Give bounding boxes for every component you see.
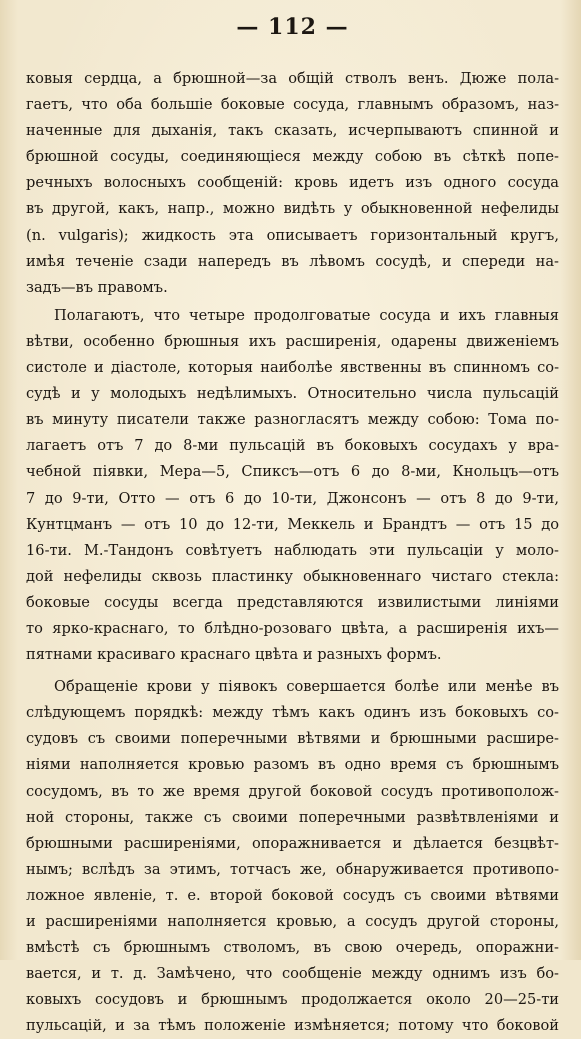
- text-line: пятнами красиваго краснаго цвѣта и разныхъ формъ.: [26, 646, 442, 664]
- text-line: вается, и т. д. Замѣчено, что сообщеніе между однимъ изъ бо-: [26, 965, 559, 983]
- text-line: пульсацій, и за тѣмъ положеніе измѣняется; потому что боковой: [26, 1017, 559, 1035]
- paragraph-1: [26, 66, 559, 301]
- text-line: чебной піявки, Мера—5, Спиксъ—отъ 6 до 8-ми, Кнольцъ—отъ: [26, 463, 559, 481]
- text-line: (n. vulgaris); жидкость эта описываетъ горизонтальный кругъ,: [26, 226, 559, 244]
- text-line: нымъ; вслѣдъ за этимъ, тотчасъ же, обнаруживается противопо-: [26, 860, 559, 878]
- text-line: сосудомъ, въ то же время другой боковой сосудъ противополож-: [26, 782, 559, 800]
- text-line: судѣ и у молодыхъ недѣлимыхъ. Относительно числа пульсацій: [26, 385, 559, 403]
- text-line: въ другой, какъ, напр., можно видѣть у обыкновенной нефелиды: [26, 200, 559, 218]
- text-line: слѣдующемъ порядкѣ: между тѣмъ какъ одинъ изъ боковыхъ со-: [26, 704, 559, 722]
- text-line: речныхъ волосныхъ сообщеній: кровь идетъ изъ одного сосуда: [26, 174, 559, 192]
- text-line: наченные для дыханія, такъ сказать, исчерпываютъ спинной и: [26, 122, 559, 140]
- text-line: и расширеніями наполняется кровью, а сосудъ другой стороны,: [26, 913, 559, 930]
- text-line: ковыя сердца, а брюшной—за общій стволъ венъ. Дюже пола-: [26, 70, 559, 87]
- text-line: ной стороны, также съ своими поперечными развѣтвленіями и: [26, 808, 559, 826]
- text-line: лагаетъ отъ 7 до 8-ми пульсацій въ боковыхъ сосудахъ у вра-: [26, 437, 559, 455]
- page-number: — 112 —: [236, 14, 349, 40]
- text-line: 16-ти. М.-Тандонъ совѣтуетъ наблюдать эти пульсаціи у моло-: [26, 541, 559, 559]
- text-line: въ минуту писатели также разногласятъ между собою: Тома по-: [26, 411, 559, 429]
- text-line: ніями наполняется кровью разомъ въ одно время съ брюшнымъ: [26, 756, 559, 774]
- text-line: гаетъ, что оба большіе боковые сосуда, главнымъ образомъ, наз-: [26, 96, 559, 114]
- text-line: судовъ съ своими поперечными вѣтвями и брюшными расшире-: [26, 730, 559, 748]
- text-line: Обращеніе крови у піявокъ совершается болѣе или менѣе въ: [54, 678, 559, 696]
- paragraph-2: [26, 303, 559, 668]
- text-line: боковые сосуды всегда представляются извилистыми линіями: [26, 593, 559, 611]
- text-line: вѣтви, особенно брюшныя ихъ расширенія, одарены движеніемъ: [26, 332, 559, 350]
- text-line: дой нефелиды сквозь пластинку обыкновеннаго чистаго стекла:: [26, 567, 559, 585]
- text-line: вмѣстѣ съ брюшнымъ стволомъ, въ свою очередь, опоражни-: [26, 939, 559, 957]
- text-line: то ярко-краснаго, то блѣдно-розоваго цвѣта, а расширенія ихъ—: [26, 619, 559, 637]
- text-line: Полагаютъ, что четыре продолговатые сосуда и ихъ главныя: [54, 306, 559, 324]
- text-line: 7 до 9-ти, Отто — отъ 6 до 10-ти, Джонсонъ — отъ 8 до 9-ти,: [26, 489, 559, 507]
- text-line: задъ—въ правомъ.: [26, 278, 168, 296]
- text-line: систоле и діастоле, которыя наиболѣе явственны въ спинномъ со-: [26, 359, 559, 377]
- text-line: Кунтцманъ — отъ 10 до 12-ти, Меккель и Брандтъ — отъ 15 до: [26, 515, 559, 533]
- paragraph-3: [26, 674, 559, 1039]
- text-line: брюшными расширеніями, опоражнивается и дѣлается безцвѣт-: [26, 834, 559, 852]
- text-line: ковыхъ сосудовъ и брюшнымъ продолжается около 20—25-ти: [26, 991, 559, 1009]
- text-line: ложное явленіе, т. е. второй боковой сосудъ съ своими вѣтвями: [26, 886, 559, 904]
- text-line: имѣя теченіе сзади напередъ въ лѣвомъ сосудѣ, и спереди на-: [26, 252, 559, 270]
- text-line: брюшной сосуды, соединяющіеся между собою въ сѣткѣ попе-: [26, 148, 559, 166]
